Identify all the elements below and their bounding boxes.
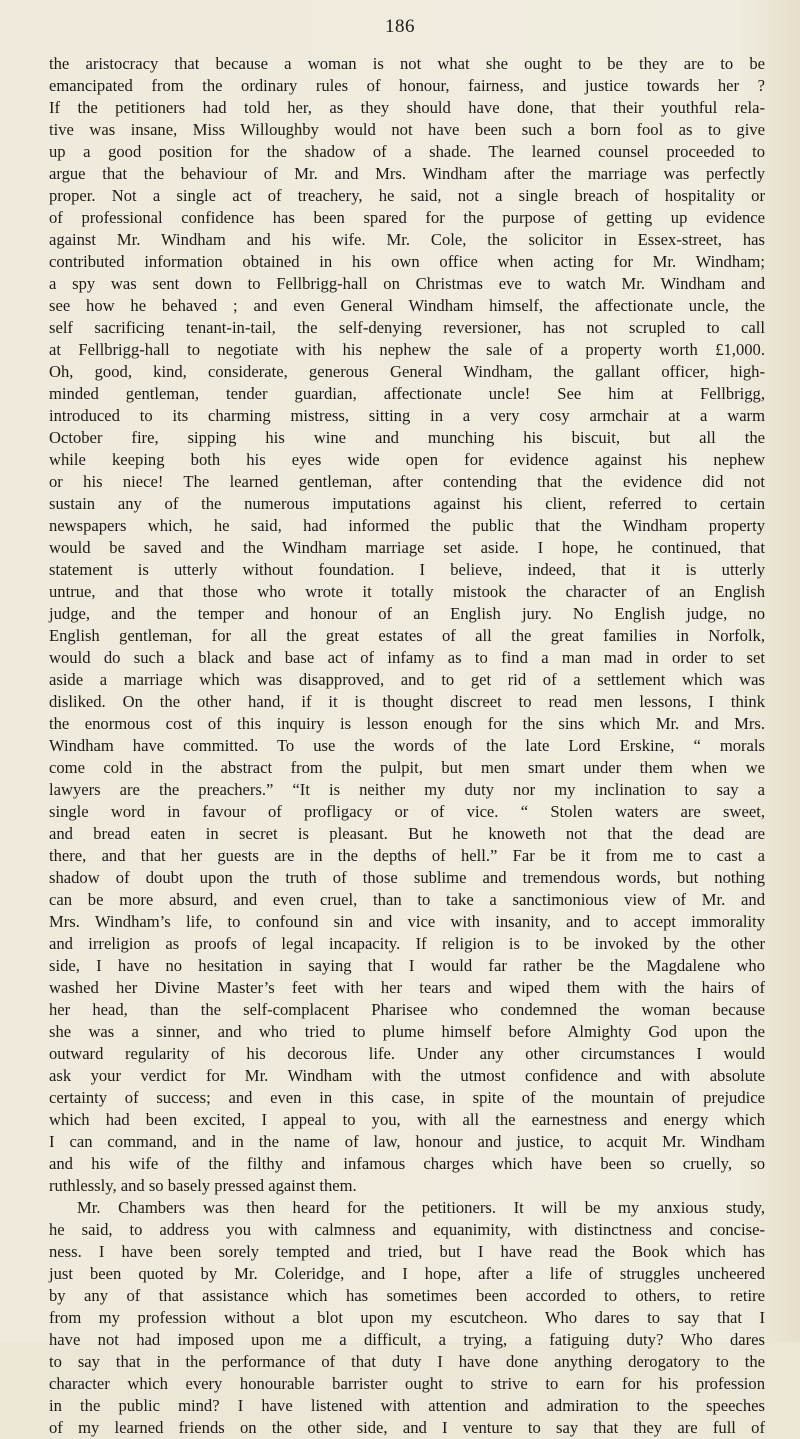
text-line: sustain any of the numerous imputations against his client, referred to certain (49, 494, 765, 513)
text-line: and his wife of the filthy and infamous charges which have been so cruelly, so (49, 1154, 765, 1173)
text-line: shadow of doubt upon the truth of those sublime and tremendous words, but nothing (49, 868, 765, 887)
text-line: of my learned friends on the other side, and I venture to say that they are full of (49, 1418, 765, 1437)
text-line: she was a sinner, and who tried to plume himself before Almighty God upon the (49, 1022, 765, 1041)
text-line: or his niece! The learned gentleman, after contending that the evidence did not (49, 472, 765, 491)
text-line: up a good position for the shadow of a shade. The learned counsel proceeded to (49, 142, 765, 161)
text-line: judge, and the temper and honour of an English jury. No English judge, no (49, 604, 765, 623)
text-line: Mrs. Windham’s life, to confound sin and vice with insanity, and to accept immorality (49, 912, 765, 931)
text-line: untrue, and that those who wrote it totally mistook the character of an English (49, 582, 765, 601)
paragraph-container (49, 53, 765, 1439)
text-line: argue that the behaviour of Mr. and Mrs. Windham after the marriage was perfectly (49, 164, 765, 183)
text-line: tive was insane, Miss Willoughby would not have been such a born fool as to give (49, 120, 765, 139)
text-line: single word in favour of profligacy or of vice. “ Stolen waters are sweet, (49, 802, 765, 821)
text-line: in the public mind? I have listened with attention and admiration to the speeches (49, 1396, 765, 1415)
page-number: 186 (385, 16, 415, 37)
text-line: proper. Not a single act of treachery, he said, not a single breach of hospitality or (49, 186, 765, 205)
text-line: by any of that assistance which has sometimes been accorded to others, to retire (49, 1286, 765, 1305)
text-line: If the petitioners had told her, as they should have done, that their youthful rela- (49, 98, 765, 117)
text-line: he said, to address you with calmness and equanimity, with distinctness and concise- (49, 1220, 765, 1239)
text-line: can be more absurd, and even cruel, than to take a sanctimonious view of Mr. and (49, 890, 765, 909)
text-line: aside a marriage which was disapproved, and to get rid of a settlement which was (49, 670, 765, 689)
text-line: Windham have committed. To use the words of the late Lord Erskine, “ morals (49, 736, 765, 755)
text-line: ness. I have been sorely tempted and tried, but I have read the Book which has (49, 1242, 765, 1261)
text-line: side, I have no hesitation in saying that I would far rather be the Magdalene who (49, 956, 765, 975)
text-line: I can command, and in the name of law, honour and justice, to acquit Mr. Windham (49, 1132, 765, 1151)
text-line: character which every honourable barrister ought to strive to earn for his profession (49, 1374, 765, 1393)
text-line: Mr. Chambers was then heard for the petitioners. It will be my anxious study, (77, 1198, 765, 1217)
text-line: of professional confidence has been spared for the purpose of getting up evidence (49, 208, 765, 227)
text-line: while keeping both his eyes wide open for evidence against his nephew (49, 450, 765, 469)
text-line: a spy was sent down to Fellbrigg-hall on Christmas eve to watch Mr. Windham and (49, 274, 765, 293)
text-line: introduced to its charming mistress, sitting in a very cosy armchair at a warm (49, 406, 765, 425)
text-line: would do such a black and base act of infamy as to find a man mad in order to set (49, 648, 765, 667)
text-line: see how he behaved ; and even General Windham himself, the affectionate uncle, the (49, 296, 765, 315)
paragraph (49, 53, 765, 1197)
text-line: to say that in the performance of that duty I have done anything derogatory to the (49, 1352, 765, 1371)
text-line: ruthlessly, and so basely pressed against them. (49, 1176, 357, 1195)
text-line: English gentleman, for all the great estates of all the great families in Norfolk, (49, 626, 765, 645)
text-line: her head, than the self-complacent Pharisee who condemned the woman because (49, 1000, 765, 1019)
text-line: washed her Divine Master’s feet with her tears and wiped them with the hairs of (49, 978, 765, 997)
text-line: come cold in the abstract from the pulpit, but men smart under them when we (49, 758, 765, 777)
text-line: Oh, good, kind, considerate, generous General Windham, the gallant officer, high- (49, 362, 765, 381)
text-line: ask your verdict for Mr. Windham with the utmost confidence and with absolute (49, 1066, 765, 1085)
text-line: the enormous cost of this inquiry is lesson enough for the sins which Mr. and Mrs. (49, 714, 765, 733)
text-line: emancipated from the ordinary rules of honour, fairness, and justice towards her ? (49, 76, 765, 95)
text-line: certainty of success; and even in this case, in spite of the mountain of prejudice (49, 1088, 765, 1107)
text-line: contributed information obtained in his own office when acting for Mr. Windham; (49, 252, 765, 271)
text-line: the aristocracy that because a woman is not what she ought to be they are to be (49, 54, 765, 73)
text-line: disliked. On the other hand, if it is thought discreet to read men lessons, I think (49, 692, 765, 711)
text-line: at Fellbrigg-hall to negotiate with his nephew the sale of a property worth £1,000. (49, 340, 765, 359)
text-line: against Mr. Windham and his wife. Mr. Cole, the solicitor in Essex-street, has (49, 230, 765, 249)
text-line: self sacrificing tenant-in-tail, the self-denying reversioner, has not scrupled to call (49, 318, 765, 337)
text-line: just been quoted by Mr. Coleridge, and I hope, after a life of struggles uncheered (49, 1264, 765, 1283)
text-line: would be saved and the Windham marriage set aside. I hope, he continued, that (49, 538, 765, 557)
text-line: which had been excited, I appeal to you, with all the earnestness and energy which (49, 1110, 765, 1129)
text-line: and irreligion as proofs of legal incapacity. If religion is to be invoked by the other (49, 934, 765, 953)
text-line: newspapers which, he said, had informed the public that the Windham property (49, 516, 765, 535)
text-line: outward regularity of his decorous life. Under any other circumstances I would (49, 1044, 765, 1063)
text-line: minded gentleman, tender guardian, affectionate uncle! See him at Fellbrigg, (49, 384, 765, 403)
body-text (49, 53, 765, 1437)
text-line: October fire, sipping his wine and munching his biscuit, but all the (49, 428, 765, 447)
text-line: statement is utterly without foundation. I believe, indeed, that it is utterly (49, 560, 765, 579)
text-line: there, and that her guests are in the depths of hell.” Far be it from me to cast a (49, 846, 765, 865)
text-line: have not had imposed upon me a difficult, a trying, a fatiguing duty? Who dares (49, 1330, 765, 1349)
paragraph (49, 1197, 765, 1439)
text-line: from my profession without a blot upon my escutcheon. Who dares to say that I (49, 1308, 765, 1327)
text-line: and bread eaten in secret is pleasant. But he knoweth not that the dead are (49, 824, 765, 843)
text-line: lawyers are the preachers.” “It is neither my duty nor my inclination to say a (49, 780, 765, 799)
